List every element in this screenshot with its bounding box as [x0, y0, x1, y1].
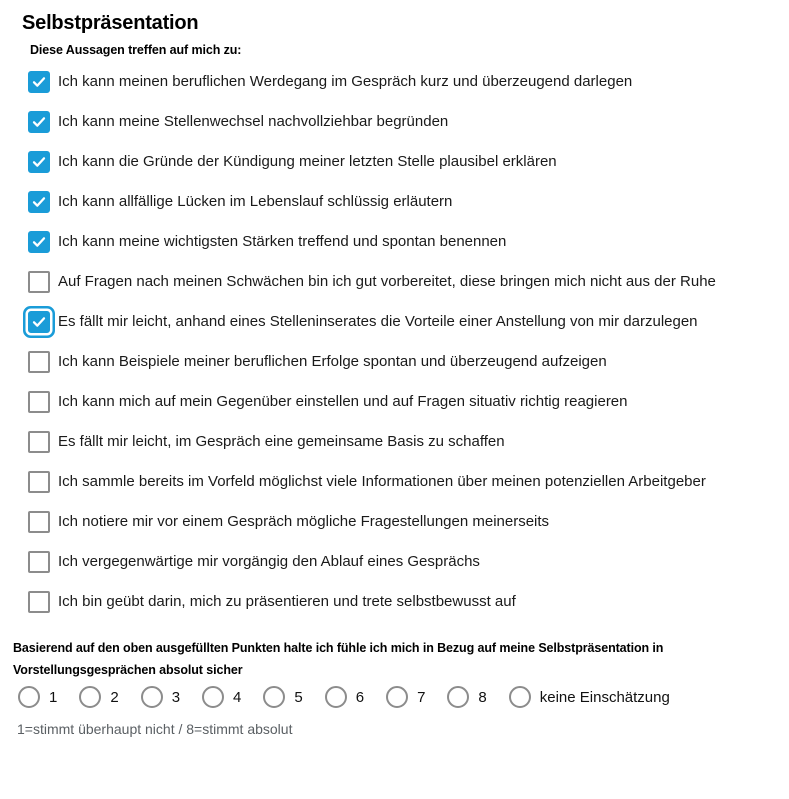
checkbox-label[interactable]: Auf Fragen nach meinen Schwächen bin ich gut vorbereitet, diese bringen mich nicht aus der Ruhe	[58, 273, 716, 290]
checkbox[interactable]	[28, 151, 50, 173]
radio-option	[141, 686, 180, 708]
checkbox[interactable]	[28, 511, 50, 533]
checkbox-row	[28, 309, 767, 335]
checkbox-row	[28, 469, 767, 495]
checkbox-label[interactable]: Ich kann Beispiele meiner beruflichen Erfolge spontan und überzeugend aufzeigen	[58, 353, 607, 370]
checkbox-row	[28, 549, 767, 575]
checkbox-row	[28, 189, 767, 215]
checkbox-row	[28, 349, 767, 375]
radio-button[interactable]	[447, 686, 469, 708]
radio-option	[202, 686, 241, 708]
radio-label[interactable]: 4	[233, 688, 242, 706]
radio-option	[79, 686, 118, 708]
radio-button[interactable]	[325, 686, 347, 708]
checkmark-icon	[31, 314, 47, 330]
checkbox-label[interactable]: Es fällt mir leicht, anhand eines Stelleninserates die Vorteile einer Anstellung von mir darzulegen	[58, 313, 698, 330]
radio-label[interactable]: 2	[110, 688, 119, 706]
rating-radio-group	[18, 686, 789, 708]
radio-option	[386, 686, 425, 708]
radio-option	[447, 686, 486, 708]
checklist	[28, 69, 789, 615]
radio-label[interactable]: 3	[171, 688, 181, 706]
checkbox[interactable]	[28, 551, 50, 573]
radio-label[interactable]: 8	[478, 688, 487, 706]
checkbox[interactable]	[28, 271, 50, 293]
checkbox[interactable]	[28, 471, 50, 493]
checkmark-icon	[31, 114, 47, 130]
radio-option	[18, 686, 57, 708]
radio-button[interactable]	[141, 686, 163, 708]
radio-button[interactable]	[79, 686, 101, 708]
checkbox[interactable]	[28, 231, 50, 253]
checkbox[interactable]	[28, 591, 50, 613]
checkbox[interactable]	[28, 191, 50, 213]
page-title: Selbstpräsentation	[22, 12, 199, 34]
checkbox-label[interactable]: Ich bin geübt darin, mich zu präsentieren und trete selbstbewusst auf	[58, 593, 516, 610]
checkbox-label[interactable]: Ich kann meine Stellenwechsel nachvollziehbar begründen	[58, 113, 449, 130]
radio-option	[509, 686, 670, 708]
checkbox-row	[28, 589, 767, 615]
checkmark-icon	[31, 234, 47, 250]
checkbox-row	[28, 269, 767, 295]
rating-section	[0, 637, 789, 737]
checkbox-label[interactable]: Ich notiere mir vor einem Gespräch mögliche Fragestellungen meinerseits	[58, 513, 550, 530]
checkbox-label[interactable]: Ich kann allfällige Lücken im Lebenslauf schlüssig erläutern	[58, 193, 453, 210]
checkbox-label[interactable]: Ich vergegenwärtige mir vorgängig den Ablauf eines Gesprächs	[58, 553, 480, 570]
checkbox-row	[28, 149, 767, 175]
radio-button[interactable]	[18, 686, 40, 708]
checkbox-row	[28, 429, 767, 455]
radio-label[interactable]: 7	[417, 688, 426, 706]
radio-label[interactable]: 1	[49, 688, 58, 706]
checkbox-row	[28, 229, 767, 255]
checkbox[interactable]	[28, 351, 50, 373]
radio-button[interactable]	[202, 686, 224, 708]
rating-question: Basierend auf den oben ausgefüllten Punkten halte ich fühle ich mich in Bezug auf meine Selbstpräsentation in Vorstellungsgesprächen absolut sicher	[13, 641, 664, 677]
checkbox-label[interactable]: Ich sammle bereits im Vorfeld möglichst viele Informationen über meinen potenziellen Arbeitgeber	[58, 473, 706, 490]
radio-button[interactable]	[386, 686, 408, 708]
radio-button[interactable]	[263, 686, 285, 708]
checkbox[interactable]	[28, 391, 50, 413]
checkbox-row	[28, 109, 767, 135]
checkbox-row	[28, 509, 767, 535]
radio-label[interactable]: 6	[355, 688, 365, 706]
radio-option	[263, 686, 302, 708]
radio-button[interactable]	[509, 686, 531, 708]
checkbox-label[interactable]: Ich kann mich auf mein Gegenüber einstellen und auf Fragen situativ richtig reagieren	[58, 393, 628, 410]
checkbox-label[interactable]: Ich kann meinen beruflichen Werdegang im Gespräch kurz und überzeugend darlegen	[58, 73, 633, 90]
radio-label[interactable]: 5	[294, 688, 303, 706]
checkbox-label[interactable]: Ich kann meine wichtigsten Stärken treffend und spontan benennen	[58, 233, 507, 250]
checkmark-icon	[31, 194, 47, 210]
checkbox-row	[28, 389, 767, 415]
checkbox[interactable]	[28, 431, 50, 453]
checkbox[interactable]	[28, 311, 50, 333]
checkmark-icon	[31, 154, 47, 170]
checkbox[interactable]	[28, 111, 50, 133]
checkmark-icon	[31, 74, 47, 90]
radio-label[interactable]: keine Einschätzung	[539, 688, 670, 706]
rating-scale-legend: 1=stimmt überhaupt nicht / 8=stimmt absolut	[17, 721, 293, 737]
checkbox-row	[28, 69, 767, 95]
checkbox[interactable]	[28, 71, 50, 93]
checkbox-label[interactable]: Es fällt mir leicht, im Gespräch eine gemeinsame Basis zu schaffen	[58, 433, 505, 450]
checkbox-label[interactable]: Ich kann die Gründe der Kündigung meiner letzten Stelle plausibel erklären	[58, 153, 557, 170]
checklist-instruction: Diese Aussagen treffen auf mich zu:	[30, 43, 242, 57]
radio-option	[325, 686, 364, 708]
